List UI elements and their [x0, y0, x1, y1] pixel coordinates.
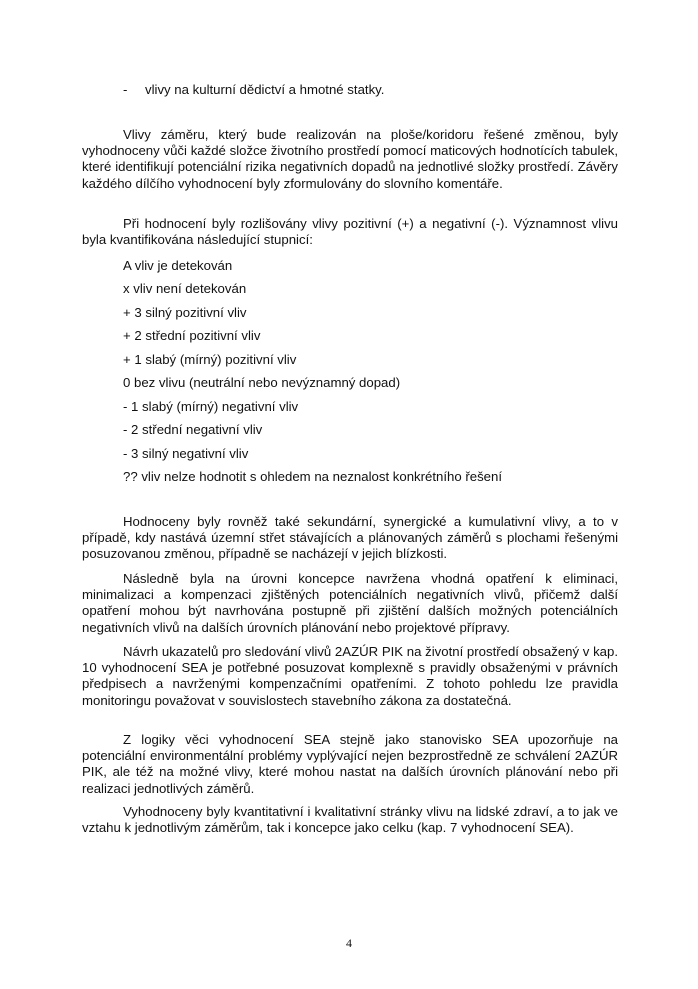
scale-item: - 3 silný negativní vliv [123, 445, 249, 461]
paragraph-monitoring-indicators: Návrh ukazatelů pro sledování vlivů 2AZÚR PIK na životní prostředí obsažený v kap. 10 vyhodnocení SEA je potřebné posuzovat komplexně s pravidly obsaženými v právních předpisech a navrženými kompenzačními opatřeními. Z tohoto pohledu lze pravidla monitoringu považovat v souvislostech stavebního zákona za dostatečná. [82, 644, 618, 708]
scale-item: ?? vliv nelze hodnotit s ohledem na neznalost konkrétního řešení [123, 468, 503, 484]
paragraph-secondary-effects: Hodnoceny byly rovněž také sekundární, synergické a kumulativní vlivy, a to v případě, kdy nastává územní střet stávajících a plánovaných záměrů s plochami řešenými posuzovanou změnou, případně se nacházejí v jejich blízkosti. [82, 514, 618, 562]
scale-item: x vliv není detekován [123, 281, 247, 297]
scale-item: 0 bez vlivu (neutrální nebo nevýznamný dopad) [123, 375, 401, 391]
paragraph-scale-intro: Při hodnocení byly rozlišovány vlivy pozitivní (+) a negativní (-). Významnost vlivu byla kvantifikována následující stupnicí: [82, 216, 618, 248]
bullet-marker: - [123, 82, 128, 97]
page-number: 4 [346, 936, 352, 950]
paragraph-mitigation-measures: Následně byla na úrovni koncepce navržena vhodná opatření k eliminaci, minimalizaci a kompenzaci zjištěných potenciálních negativních vlivů, přičemž další opatření mohou být navrhována postupně při zjištění dalších možných potenciálních negativních vlivů na dalších úrovních plánování nebo projektové přípravy. [82, 571, 618, 635]
significance-scale-list [123, 257, 502, 491]
paragraph-sea-logic: Z logiky věci vyhodnocení SEA stejně jako stanovisko SEA upozorňuje na potenciální environmentální problémy vyplývající nejen bezprostředně ze schválení 2AZÚR PIK, ale též na možné vlivy, které mohou nastat na dalších úrovních plánování nebo při realizaci jednotlivých záměrů. [82, 732, 618, 796]
paragraph-health-impacts: Vyhodnoceny byly kvantitativní i kvalitativní stránky vlivu na lidské zdraví, a to jak ve vztahu k jednotlivým záměrům, tak i koncepce jako celku (kap. 7 vyhodnocení SEA). [82, 804, 618, 836]
scale-item: + 2 střední pozitivní vliv [123, 328, 261, 344]
scale-item: + 1 slabý (mírný) pozitivní vliv [123, 351, 297, 367]
bullet-item [123, 81, 384, 98]
paragraph-assessment-method: Vlivy záměru, který bude realizován na ploše/koridoru řešené změnou, byly vyhodnoceny vůči každé složce životního prostředí pomocí maticových hodnotících tabulek, které identifikují potenciální rizika negativních dopadů na jednotlivé složky prostředí. Závěry každého dílčího vyhodnocení byly zformulovány do slovního komentáře. [82, 127, 618, 191]
bullet-text: vlivy na kulturní dědictví a hmotné statky. [145, 82, 385, 97]
scale-item: - 2 střední negativní vliv [123, 422, 263, 438]
scale-item: + 3 silný pozitivní vliv [123, 304, 247, 320]
scale-item: A vliv je detekován [123, 258, 233, 273]
scale-item: - 1 slabý (mírný) negativní vliv [123, 398, 299, 414]
